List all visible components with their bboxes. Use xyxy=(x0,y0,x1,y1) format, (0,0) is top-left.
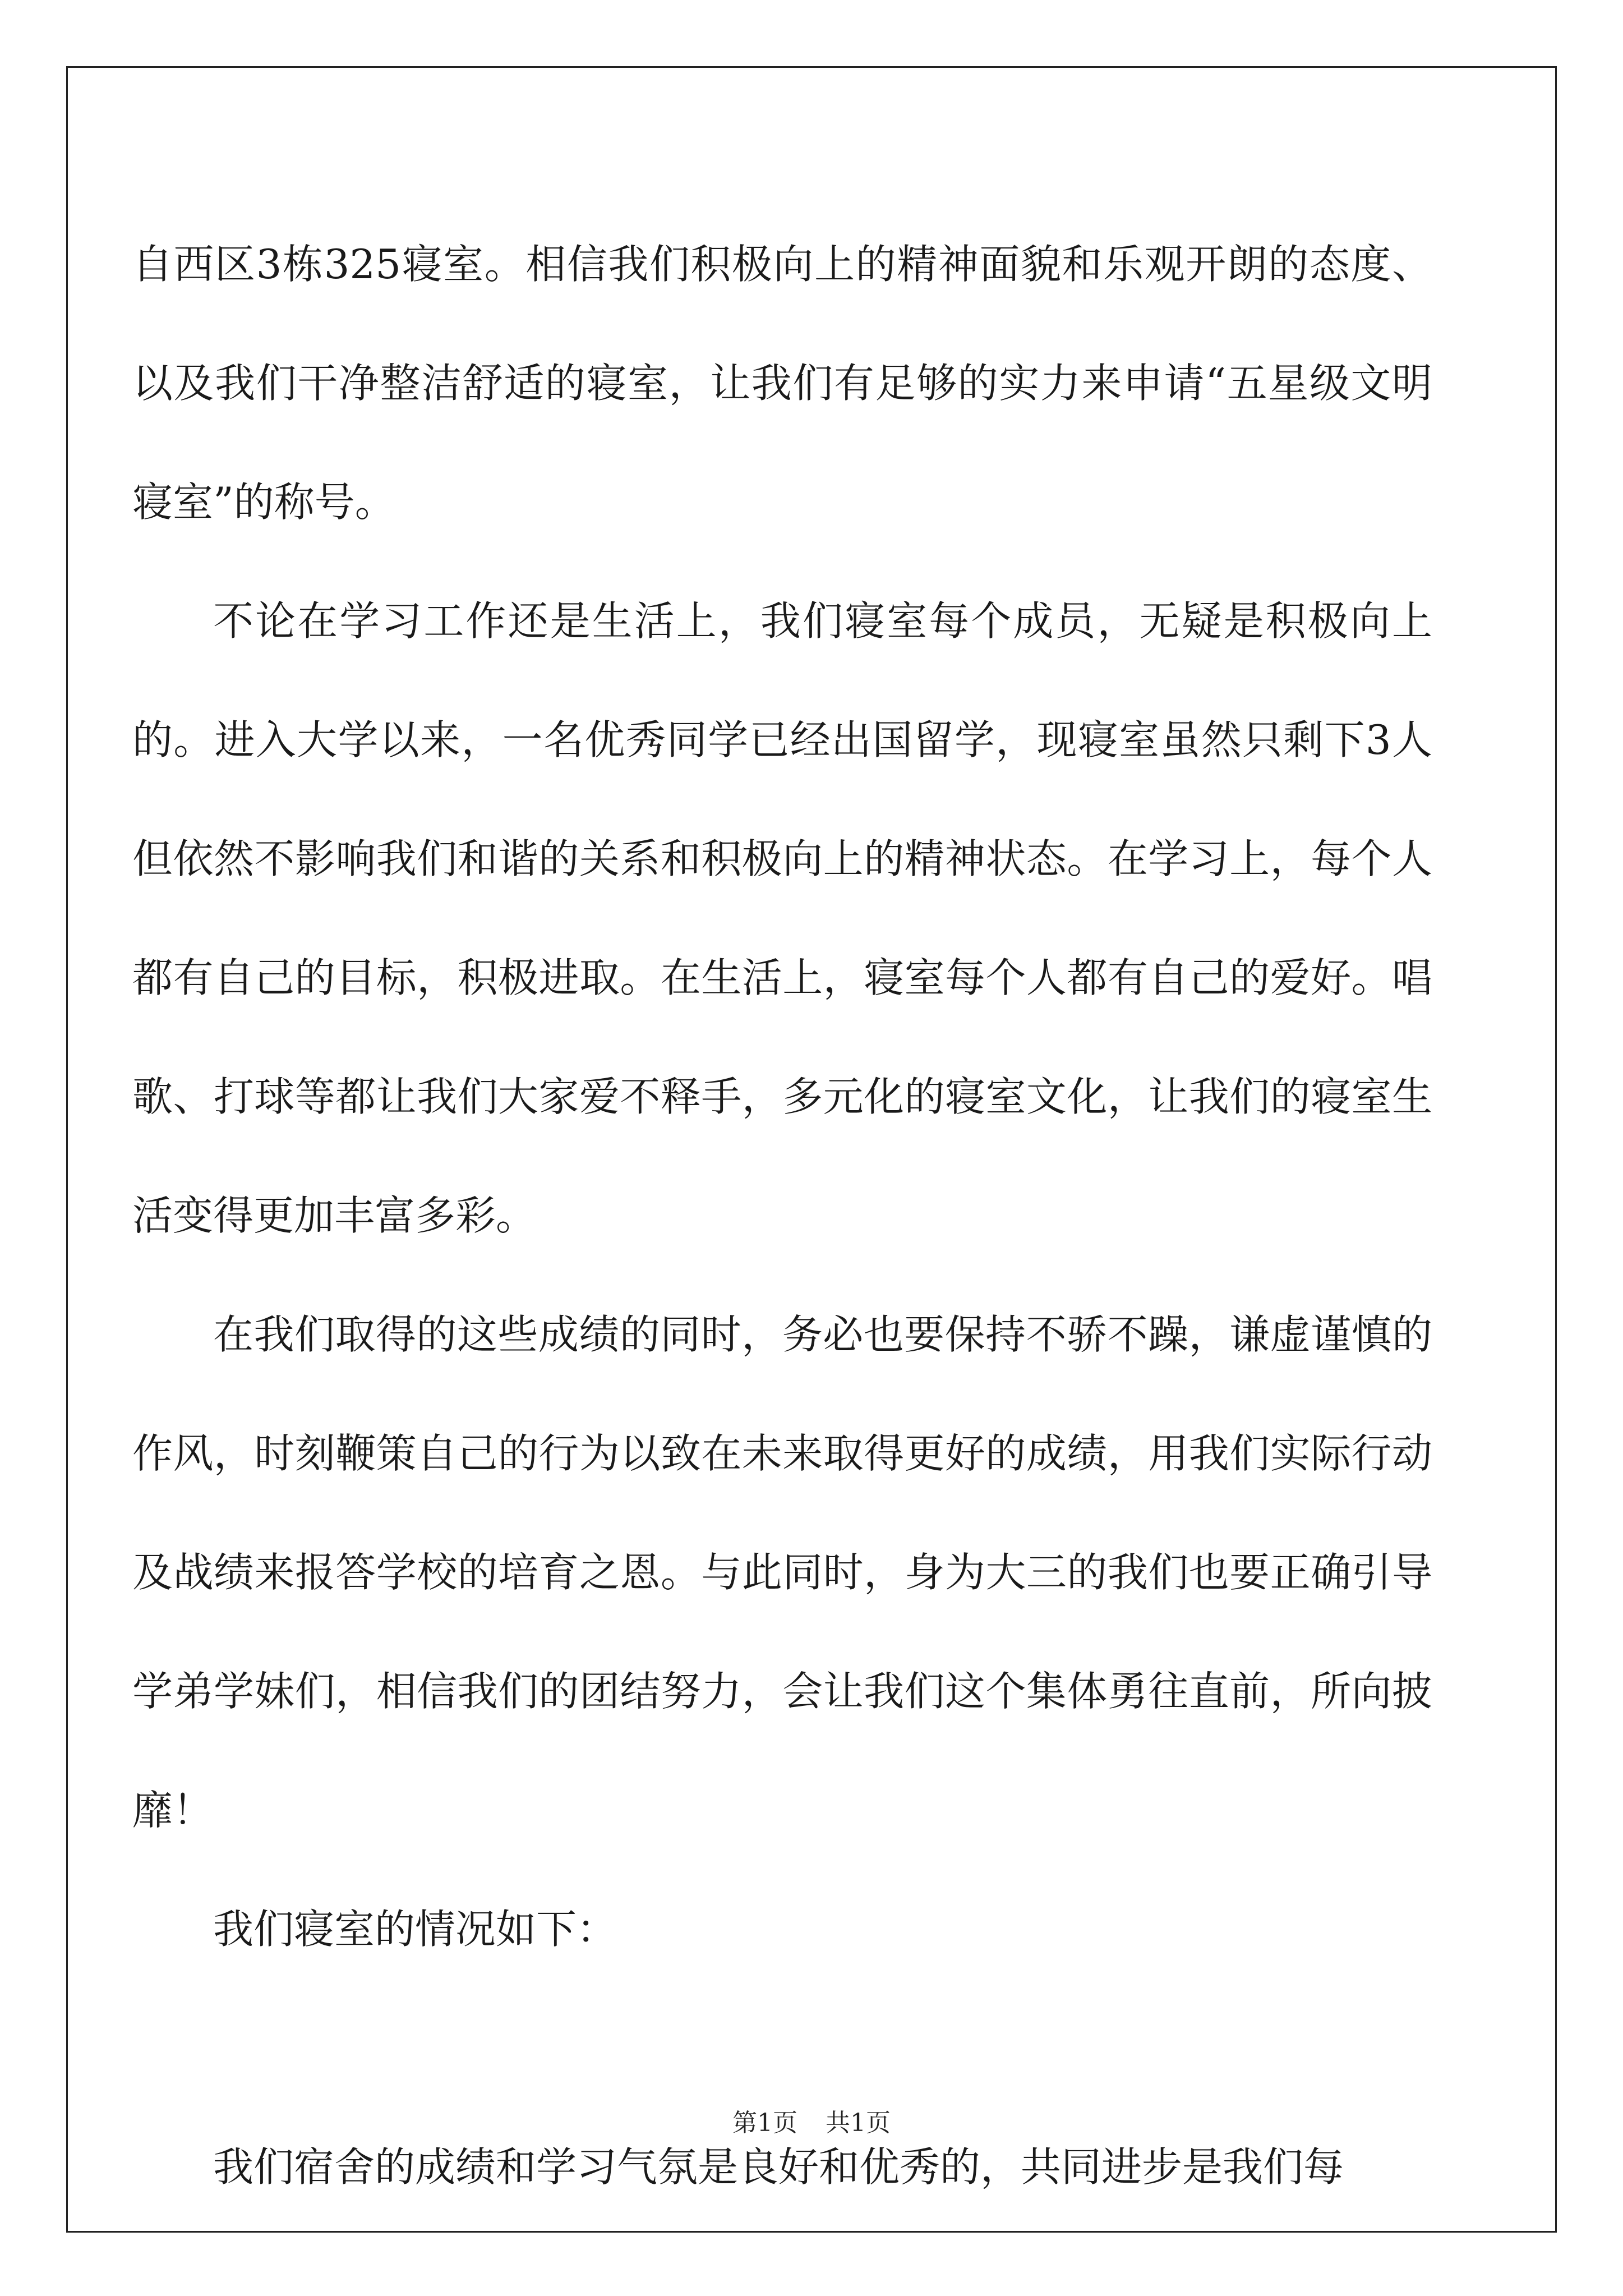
page-footer xyxy=(0,2106,1623,2140)
blank-line xyxy=(132,1989,1432,2108)
paragraph-4: 我们寝室的情况如下： xyxy=(213,1906,617,1953)
page-total: 共1页 xyxy=(826,2109,891,2137)
paragraph-2: 不论在学习工作还是生活上，我们寝室每个成员，无疑是积极向上的。进入大学以来，一名优秀同学已经出国留学，现寝室虽然只剩下3人但依然不影响我们和谐的关系和积极向上的精神状态。在学习上，每个人都有自己的目标，积极进取。在生活上，寝室每个人都有自己的爱好。唱歌、打球等都让我们大家爱不释手，多元化的寝室文化，让我们的寝室生活变得更加丰富多彩。 xyxy=(132,597,1432,1239)
paragraph-3: 在我们取得的这些成绩的同时，务必也要保持不骄不躁，谦虚谨慎的作风，时刻鞭策自己的行为以致在未来取得更好的成绩，用我们实际行动及战绩来报答学校的培育之恩。与此同时，身为大三的我们也要正确引导学弟学妹们，相信我们的团结努力，会让我们这个集体勇往直前，所向披靡！ xyxy=(132,1311,1432,1834)
document-body xyxy=(132,205,1432,2226)
page-number: 第1页 xyxy=(732,2109,797,2137)
paragraph-1: 自西区3栋325寝室。相信我们积极向上的精神面貌和乐观开朗的态度、以及我们干净整洁舒适的寝室，让我们有足够的实力来申请“五星级文明寝室”的称号。 xyxy=(132,241,1432,526)
paragraph-5: 我们宿舍的成绩和学习气氛是良好和优秀的，共同进步是我们每 xyxy=(213,2143,1344,2191)
